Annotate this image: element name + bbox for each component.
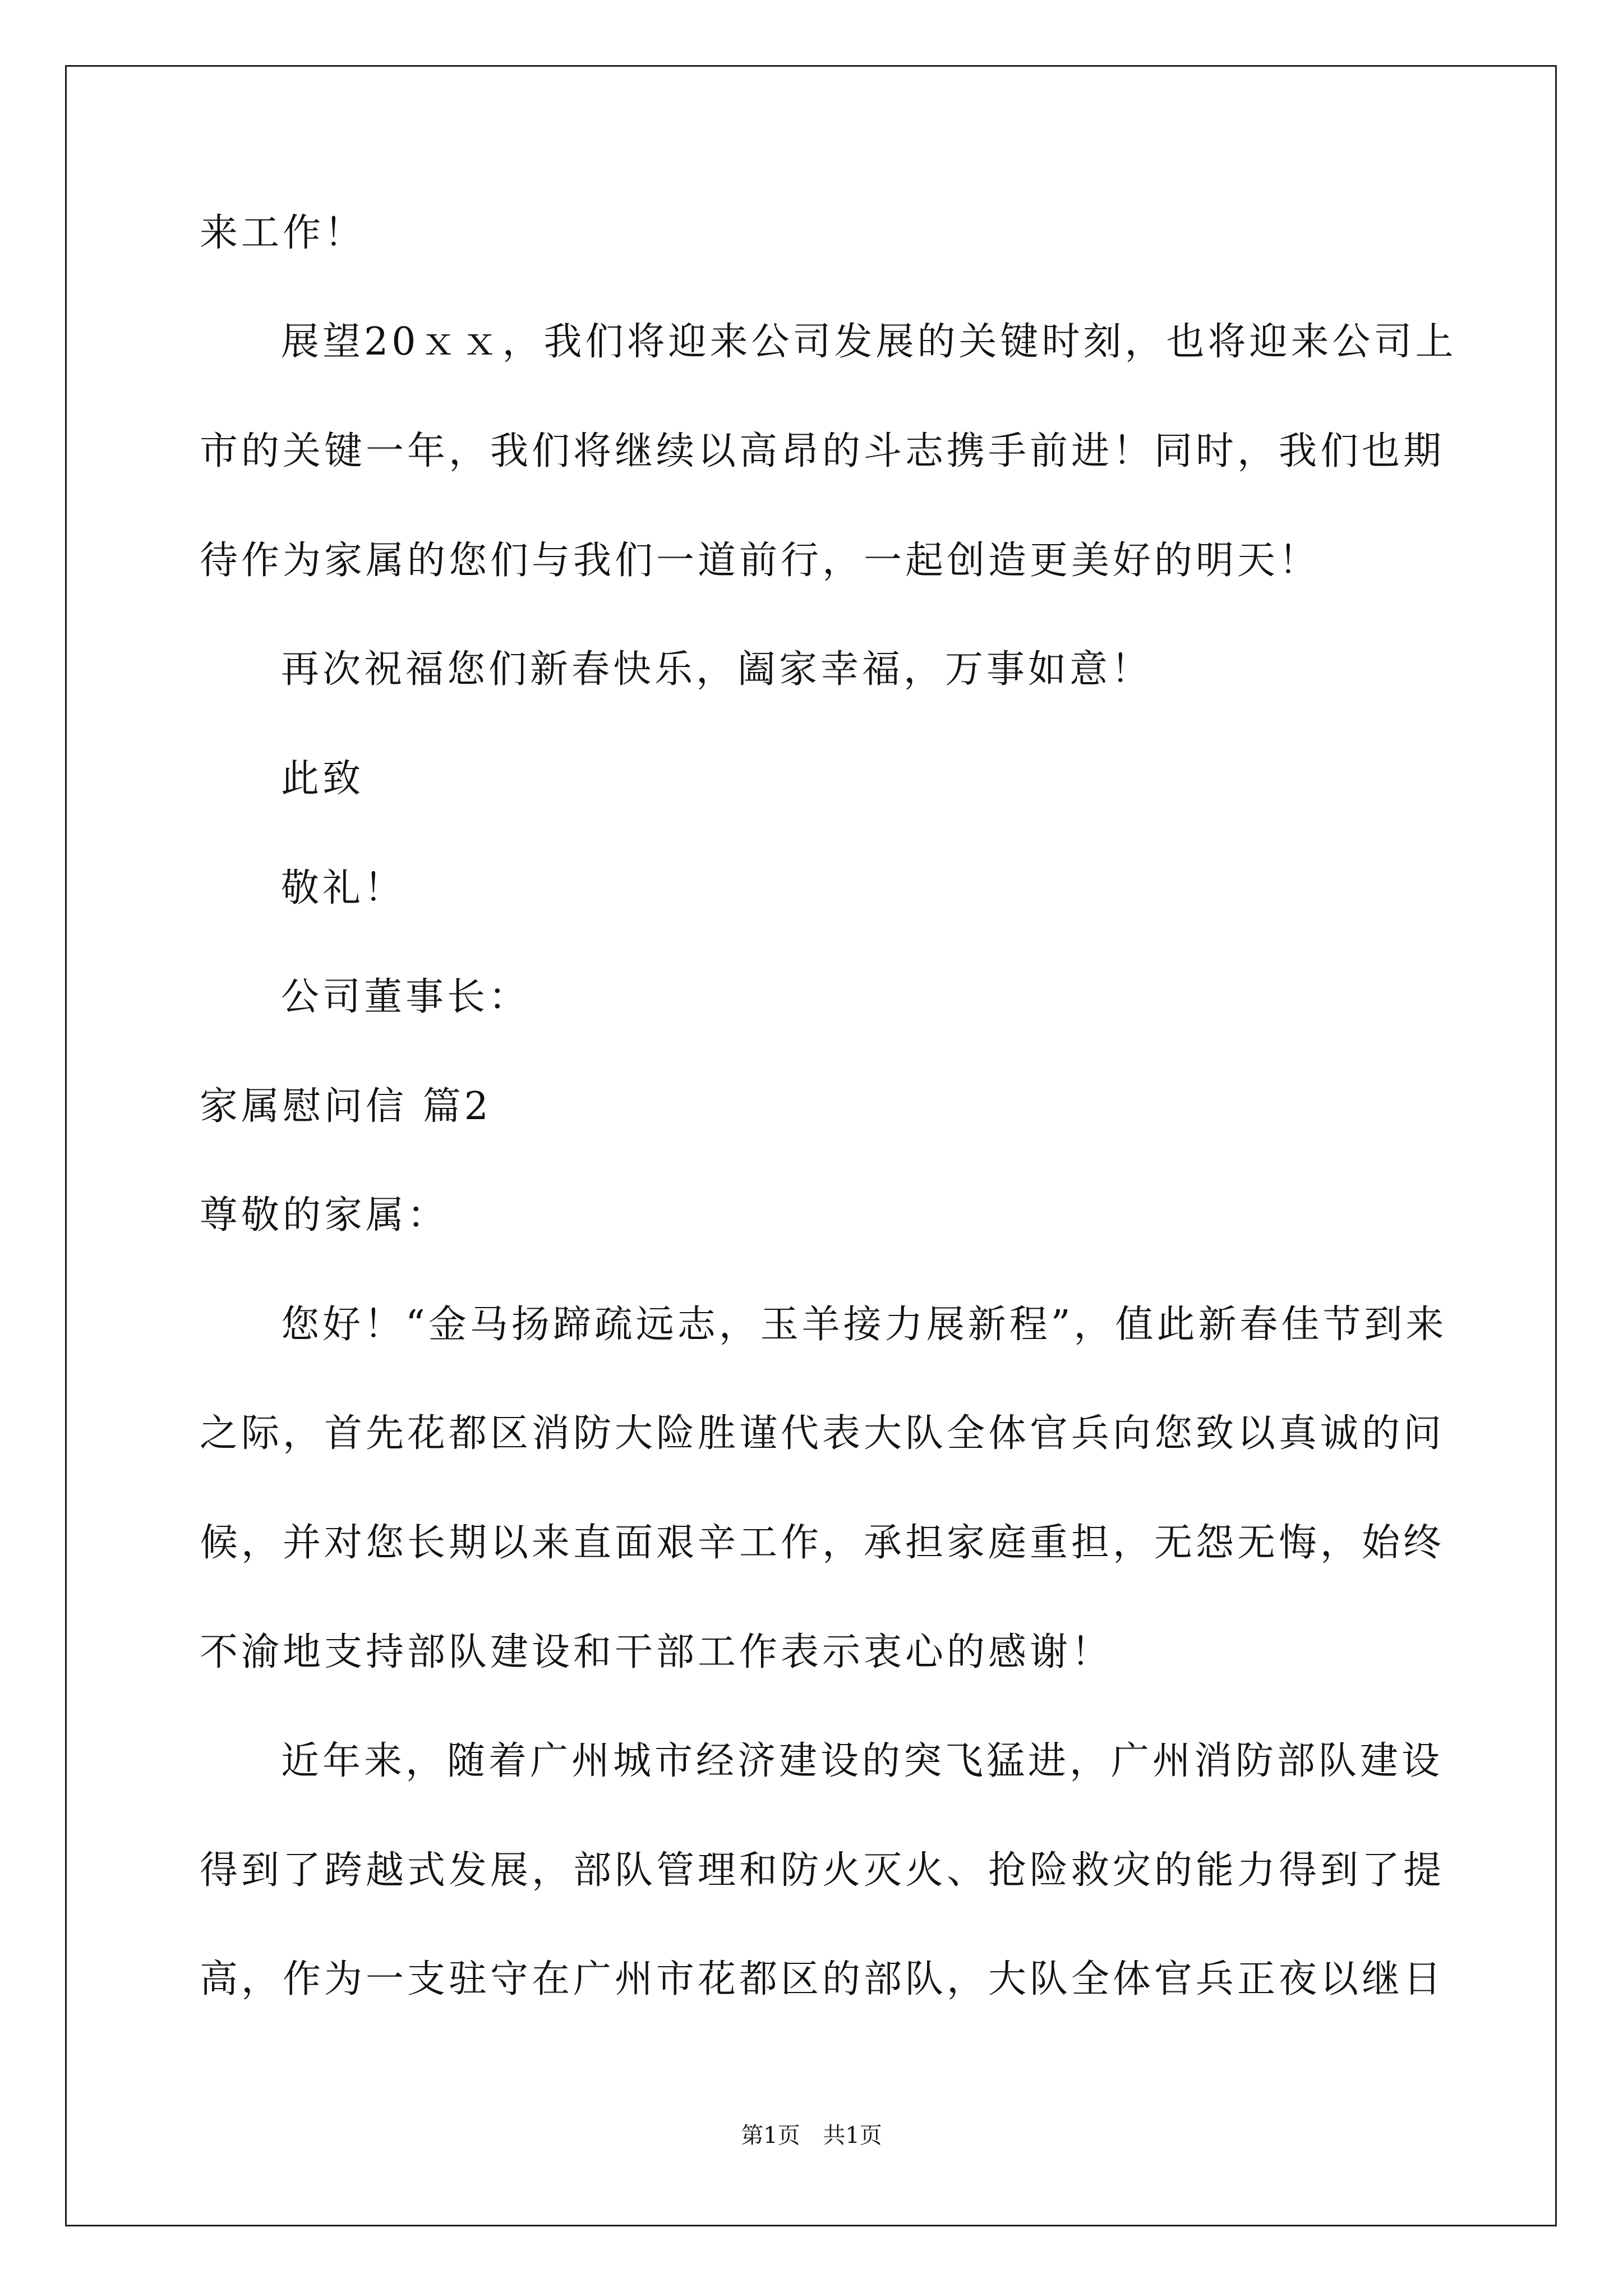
text-line: 敬礼！ xyxy=(281,866,406,910)
page-number: 第1页 xyxy=(741,2123,800,2148)
text-line: 您好！“金马扬蹄疏远志，玉羊接力展新程”，值此新春佳节到来 xyxy=(281,1303,1447,1347)
text-line: 高，作为一支驻守在广州市花都区的部队，大队全体官兵正夜以继日 xyxy=(200,1957,1445,2001)
text-line: 候，并对您长期以来直面艰辛工作，承担家庭重担，无怨无悔，始终 xyxy=(200,1521,1445,1565)
section-heading: 家属慰问信 篇2 xyxy=(200,1084,492,1129)
text-line: 之际，首先花都区消防大险胜谨代表大队全体官兵向您致以真诚的问 xyxy=(200,1411,1445,1456)
text-line: 展望20ｘｘ，我们将迎来公司发展的关键时刻，也将迎来公司上 xyxy=(281,320,1457,364)
text-line: 公司董事长： xyxy=(281,975,531,1019)
page-footer xyxy=(0,2122,1623,2150)
page-total: 共1页 xyxy=(823,2123,882,2148)
text-line: 来工作！ xyxy=(200,211,366,255)
text-line: 市的关键一年，我们将继续以高昂的斗志携手前进！同时，我们也期 xyxy=(200,429,1445,473)
text-line: 得到了跨越式发展，部队管理和防火灭火、抢险救灾的能力得到了提 xyxy=(200,1848,1445,1893)
text-line: 近年来，随着广州城市经济建设的突飞猛进，广州消防部队建设 xyxy=(281,1739,1444,1783)
text-line: 待作为家属的您们与我们一道前行，一起创造更美好的明天！ xyxy=(200,539,1321,583)
salutation: 尊敬的家属： xyxy=(200,1193,449,1237)
text-line: 不渝地支持部队建设和干部工作表示衷心的感谢！ xyxy=(200,1630,1113,1674)
page-border xyxy=(65,65,1557,2226)
text-line: 再次祝福您们新春快乐，阖家幸福，万事如意！ xyxy=(281,647,1153,692)
text-line: 此致 xyxy=(281,757,365,801)
